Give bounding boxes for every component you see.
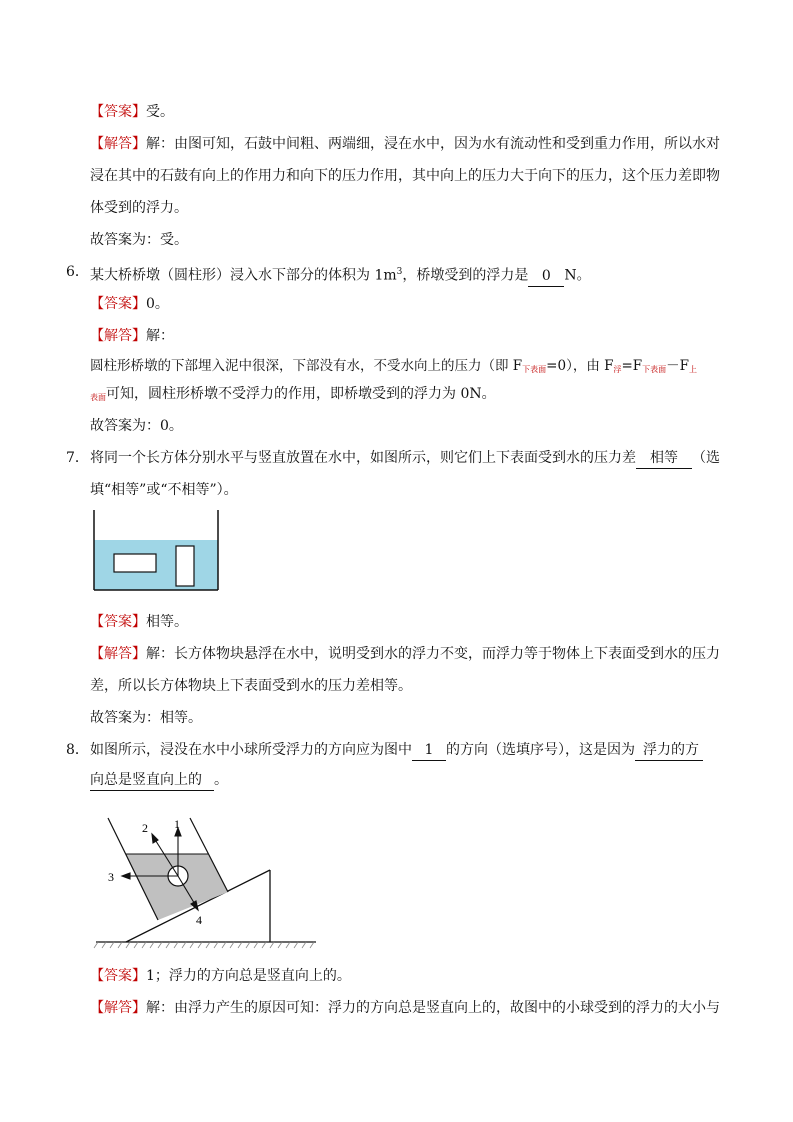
q7-answer-line	[90, 612, 188, 632]
arrow-2-head	[152, 834, 158, 843]
subscript: 浮	[613, 365, 622, 374]
q5-conclusion: 故答案为：受。	[90, 232, 188, 248]
q7-analysis-line-1	[90, 644, 720, 664]
answer-text: 0。	[146, 296, 169, 312]
answer-tag: 【答案】	[90, 104, 146, 120]
analysis-tag: 【解答】	[90, 136, 146, 152]
q5-analysis-line-2: 浸在其中的石鼓有向上的作用力和向下的压力作用，其中向上的压力大于向下的压力，这个压力差即物	[90, 168, 720, 184]
q6-superscript: 3	[396, 267, 403, 277]
q8-blank-2a: 浮力的方	[635, 740, 703, 761]
q5-analysis-line-3: 体受到的浮力。	[90, 200, 188, 216]
label-4: 4	[196, 913, 202, 927]
subscript: 下表面	[522, 365, 547, 374]
answer-tag: 【答案】	[90, 968, 146, 984]
answer-tag: 【答案】	[90, 296, 146, 312]
incline-ball-figure	[92, 808, 322, 954]
q8-question-text: 。	[214, 772, 228, 788]
q7-analysis-line-2: 差，所以长方体物块上下表面受到水的压力差相等。	[90, 678, 412, 694]
q8-question-text: 如图所示，浸没在水中小球所受浮力的方向应为图中	[90, 742, 412, 758]
q7-blank: 相等	[636, 448, 692, 469]
q6-analysis-line-1	[90, 356, 697, 380]
analysis-text: 可知，圆柱形桥墩不受浮力的作用，即桥墩受到的浮力为 0N。	[106, 386, 496, 402]
subscript: 下表面	[642, 365, 667, 374]
answer-text: 相等。	[146, 614, 188, 630]
q8-blank-1: 1	[412, 740, 446, 761]
q8-number: 8．	[66, 742, 89, 758]
analysis-tag: 【解答】	[90, 328, 146, 344]
arrow-3-head	[122, 873, 130, 879]
analysis-text: 解：由浮力产生的原因可知：浮力的方向总是竖直向上的，故图中的小球受到的浮力的大小与	[146, 1000, 720, 1016]
q8-analysis-line-1	[90, 998, 720, 1018]
q7-number: 7．	[66, 450, 89, 466]
q8-question-line-2	[90, 770, 228, 791]
answer-text: 受。	[146, 104, 174, 120]
q6-number: 6．	[66, 264, 89, 280]
subscript: 表面	[90, 393, 106, 402]
q7-conclusion: 故答案为：相等。	[90, 710, 202, 726]
q6-analysis-head	[90, 326, 174, 346]
q6-question	[90, 262, 591, 287]
analysis-text: 解：	[146, 328, 174, 344]
analysis-tag: 【解答】	[90, 646, 146, 662]
analysis-text: 圆柱形桥墩的下部埋入泥中很深，下部没有水，不受水向上的压力（即 F	[90, 358, 523, 374]
q6-conclusion: 故答案为：0。	[90, 418, 183, 434]
answer-text: 1；浮力的方向总是竖直向上的。	[146, 968, 351, 984]
q8-question-line-1	[90, 740, 703, 761]
label-1: 1	[174, 817, 180, 831]
q5-analysis-line-1	[90, 134, 720, 154]
analysis-tag: 【解答】	[90, 1000, 146, 1016]
q6-analysis-line-2	[90, 384, 496, 408]
horizontal-block	[114, 554, 156, 572]
q7-question-text: 将同一个长方体分别水平与竖直放置在水中，如图所示，则它们上下表面受到水的压力差	[90, 450, 636, 466]
q6-question-pre: 某大桥桥墩（圆柱形）浸入水下部分的体积为 1m	[90, 267, 397, 284]
ground-hatch	[94, 942, 314, 948]
q6-question-mid: ，桥墩受到的浮力是	[402, 267, 529, 284]
analysis-text: 解：由图可知，石鼓中间粗、两端细，浸在水中，因为水有流动性和受到重力作用，所以水对	[146, 136, 720, 152]
q8-blank-2b: 向总是竖直向上的	[90, 770, 214, 791]
q7-question-line-1	[90, 448, 720, 469]
label-2: 2	[142, 821, 148, 835]
q6-blank: 0	[528, 266, 564, 287]
label-3: 3	[108, 870, 114, 884]
analysis-text: 解：长方体物块悬浮在水中，说明受到水的浮力不变，而浮力等于物体上下表面受到水的压力	[146, 646, 720, 662]
q6-question-post: N。	[564, 267, 591, 284]
vertical-block	[176, 546, 194, 586]
subscript: 上	[689, 365, 698, 374]
q7-question-text: （选	[692, 450, 720, 466]
q5-answer-line	[90, 102, 174, 122]
q6-answer-line	[90, 294, 169, 314]
q8-answer-line	[90, 966, 351, 986]
analysis-text: =0），由 F	[546, 358, 614, 374]
q8-question-text: 的方向（选填序号），这是因为	[446, 742, 635, 758]
answer-tag: 【答案】	[90, 614, 146, 630]
analysis-text: －F	[666, 358, 690, 374]
container-water-figure	[90, 510, 222, 594]
analysis-text: =F	[621, 358, 643, 374]
q7-question-line-2: 填“相等”或“不相等”）。	[90, 482, 238, 498]
